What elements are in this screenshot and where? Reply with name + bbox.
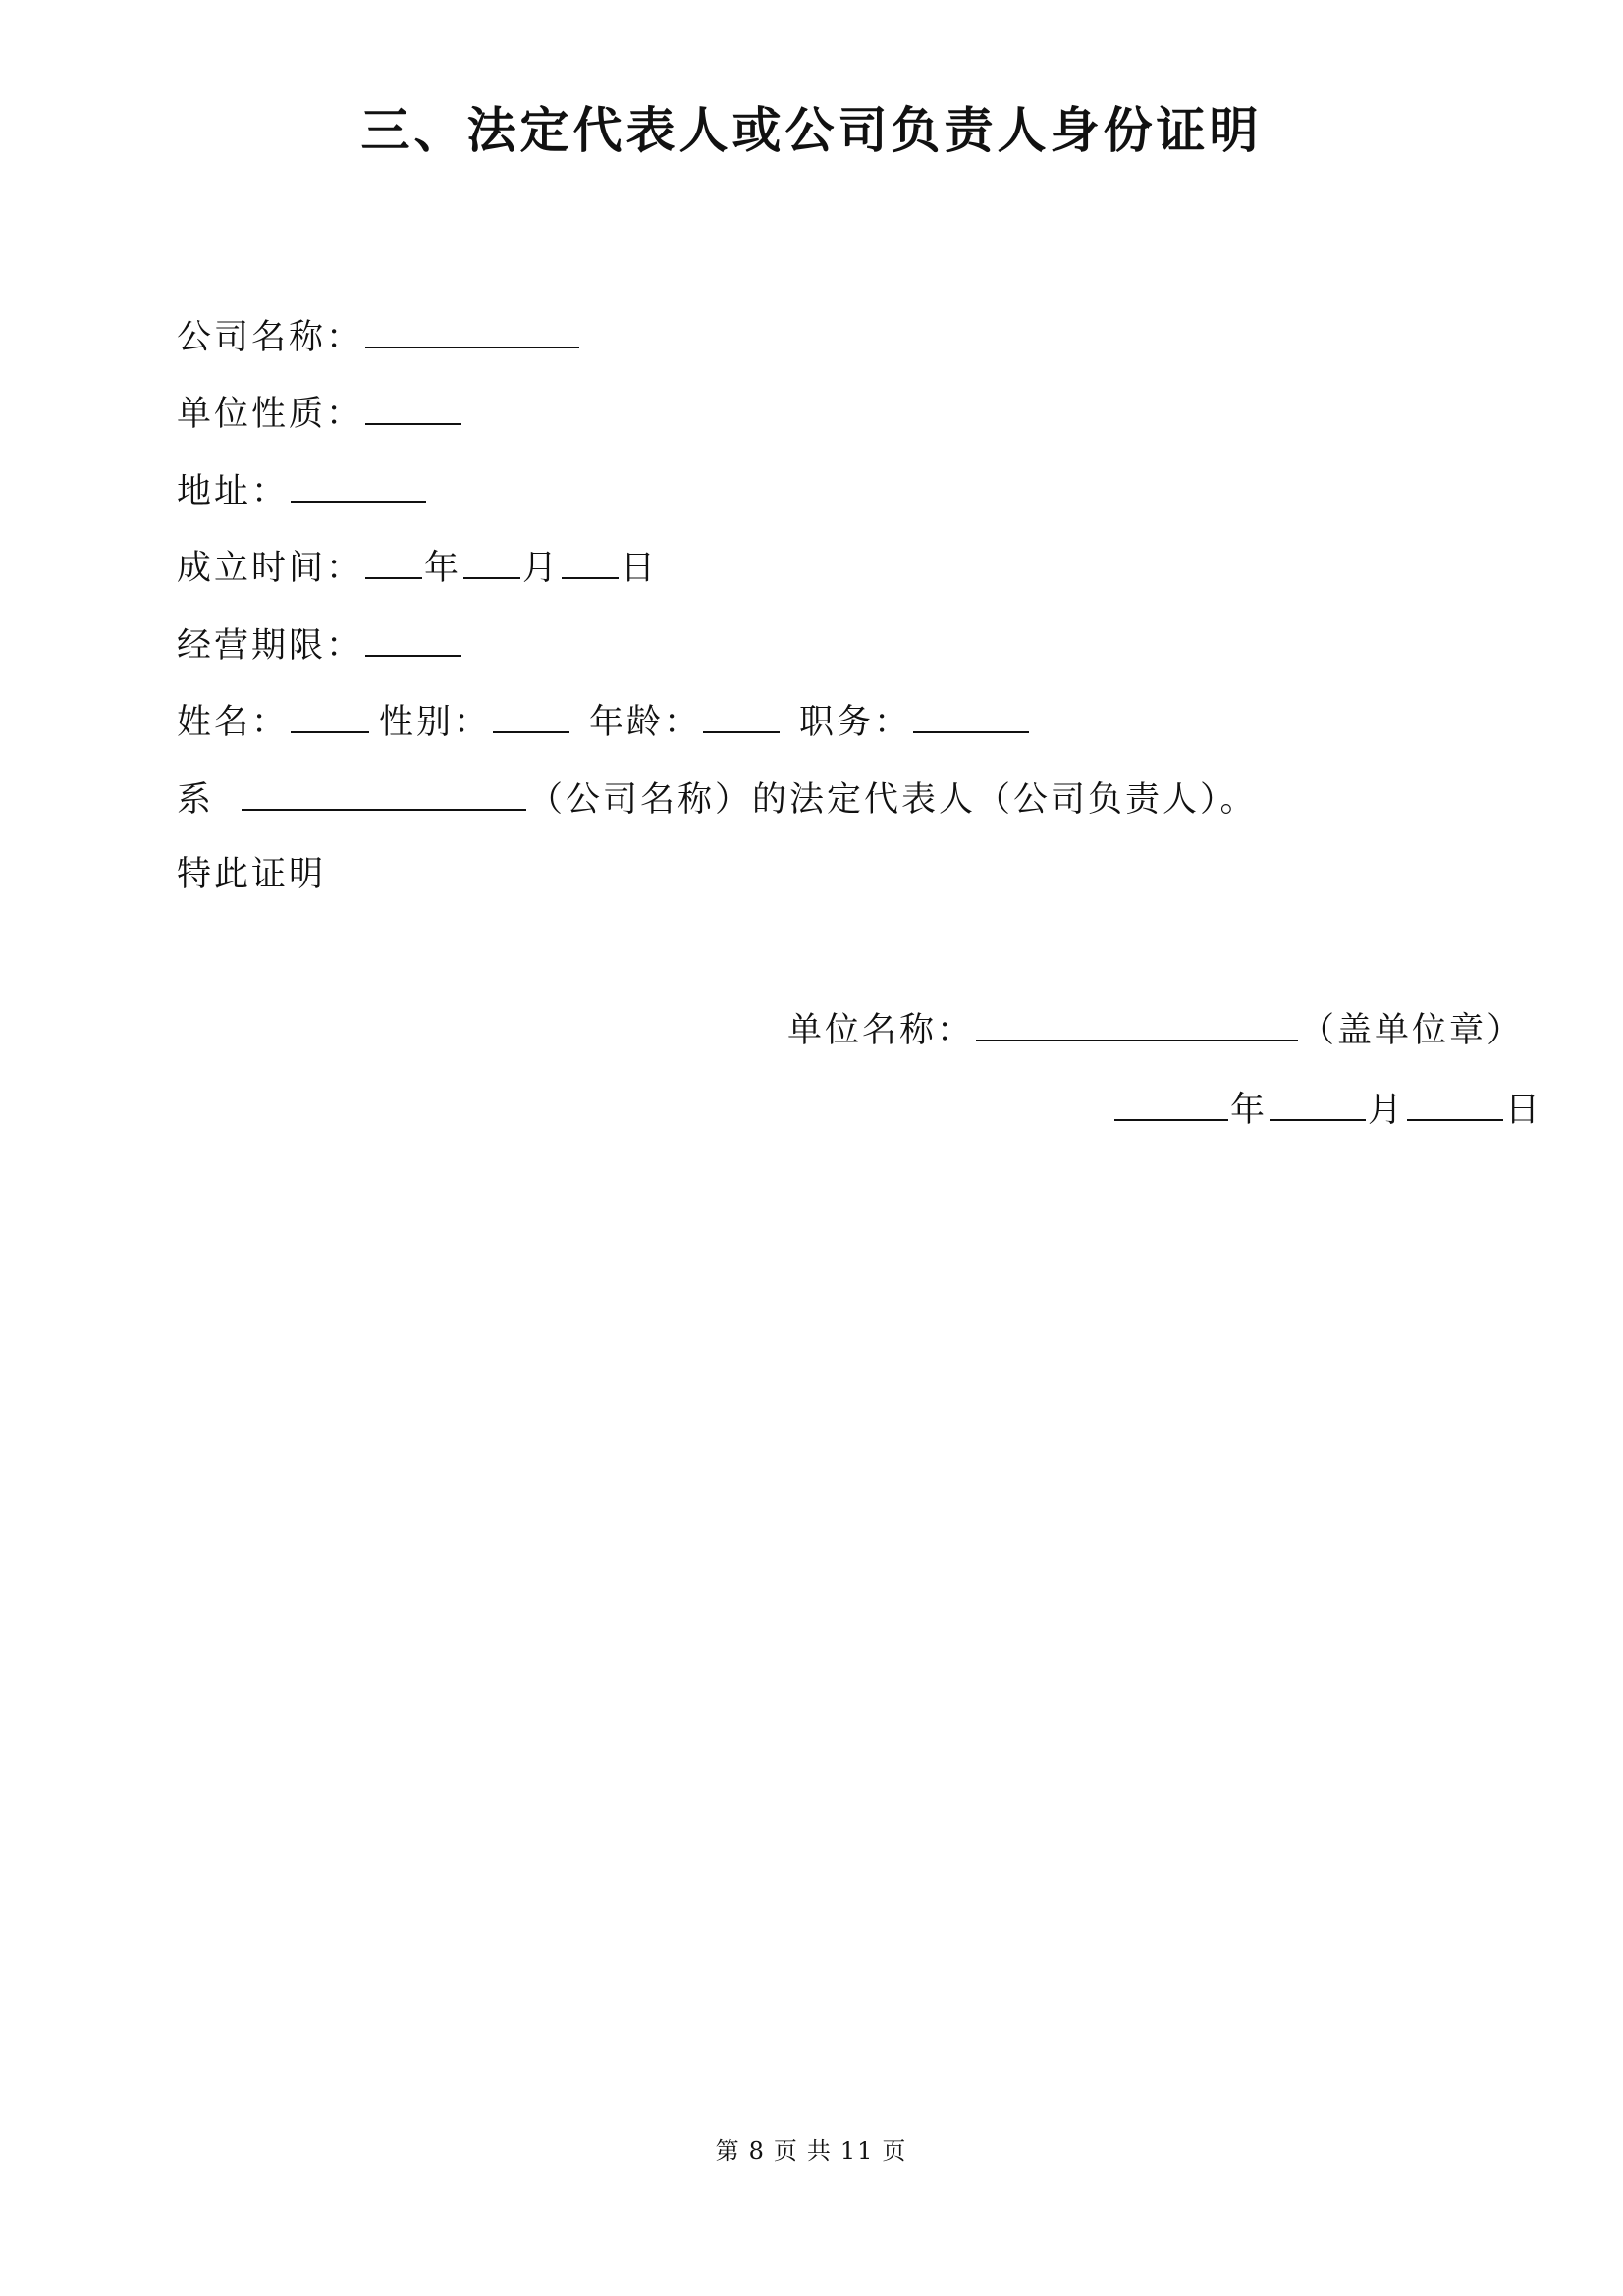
footer-page-unit: 页 <box>773 2137 799 2164</box>
signature-date-row <box>1112 1084 1542 1135</box>
signature-month-unit: 月 <box>1368 1091 1406 1130</box>
signature-day-field[interactable] <box>1407 1084 1503 1121</box>
signature-year-field[interactable] <box>1114 1084 1228 1121</box>
established-month-unit: 月 <box>522 549 561 588</box>
address-row <box>177 465 428 516</box>
company-name-label: 公司名称： <box>177 318 364 357</box>
name-label: 姓名： <box>177 703 290 742</box>
age-field[interactable] <box>703 696 780 733</box>
certify-text: 特此证明 <box>177 855 327 894</box>
established-month-field[interactable] <box>463 542 520 579</box>
gender-label: 性别： <box>379 703 492 742</box>
footer-page-word: 第 <box>715 2137 741 2164</box>
age-label: 年龄： <box>589 703 702 742</box>
address-label: 地址： <box>177 472 290 511</box>
unit-nature-row <box>177 388 463 439</box>
signature-unit-row <box>787 1004 1524 1055</box>
position-label: 职务： <box>799 703 912 742</box>
footer-total-unit: 页 <box>882 2137 908 2164</box>
page-title: 三、法定代表人或公司负责人身份证明 <box>360 102 1263 159</box>
footer-page-number: 8 <box>748 2137 766 2164</box>
statement-prefix: 系 <box>177 780 215 820</box>
signature-unit-field[interactable] <box>976 1004 1298 1041</box>
operating-period-field[interactable] <box>365 619 461 657</box>
operating-period-label: 经营期限： <box>177 626 364 666</box>
certify-row <box>177 850 326 899</box>
unit-nature-label: 单位性质： <box>177 395 364 434</box>
page-footer <box>0 2134 1623 2167</box>
established-row <box>177 542 658 593</box>
established-day-unit: 日 <box>621 549 659 588</box>
company-name-row <box>177 311 581 362</box>
statement-suffix: （公司名称）的法定代表人（公司负责人）。 <box>528 780 1258 820</box>
company-name-field[interactable] <box>365 311 579 348</box>
unit-nature-field[interactable] <box>365 388 461 425</box>
name-field[interactable] <box>291 696 369 733</box>
gender-field[interactable] <box>493 696 569 733</box>
signature-month-field[interactable] <box>1270 1084 1366 1121</box>
position-field[interactable] <box>913 696 1029 733</box>
statement-company-field[interactable] <box>242 774 526 811</box>
signature-year-unit: 年 <box>1230 1091 1269 1130</box>
established-label: 成立时间： <box>177 549 364 588</box>
person-row <box>177 696 1031 747</box>
signature-unit-label: 单位名称： <box>787 1011 975 1050</box>
operating-period-row <box>177 619 463 670</box>
address-field[interactable] <box>291 465 426 503</box>
seal-note: （盖单位章） <box>1300 1011 1525 1050</box>
footer-total-word: 共 <box>806 2137 833 2164</box>
established-day-field[interactable] <box>562 542 619 579</box>
established-year-unit: 年 <box>424 549 462 588</box>
signature-day-unit: 日 <box>1505 1091 1543 1130</box>
footer-total-pages: 11 <box>839 2137 875 2164</box>
statement-row <box>177 774 1258 825</box>
established-year-field[interactable] <box>365 542 422 579</box>
